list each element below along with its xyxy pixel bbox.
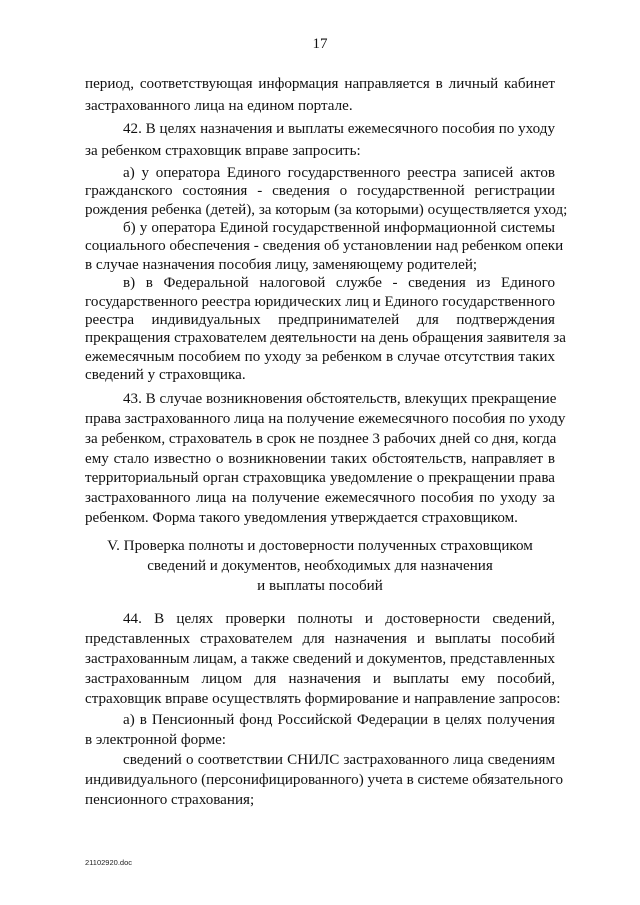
body-line: представленных страхователем для назначения и выплаты пособий — [85, 631, 555, 647]
body-line: в случае назначения пособия лицу, заменяющему родителей; — [85, 257, 478, 273]
body-line: за ребенком страховщик вправе запросить: — [85, 143, 361, 159]
section-heading-line: и выплаты пособий — [257, 578, 383, 594]
body-line: государственного реестра юридических лиц и Единого государственного — [85, 294, 556, 310]
section-heading-line: V. Проверка полноты и достоверности полученных страховщиком — [107, 538, 533, 554]
body-line: права застрахованного лица на получение ежемесячного пособия по уходу — [85, 411, 566, 427]
body-line: 44. В целях проверки полноты и достоверности сведений, — [123, 611, 555, 627]
body-line: застрахованного лица на получение ежемесячного пособия по уходу за — [85, 490, 555, 506]
body-line: ему стало известно о возникновении таких обстоятельств, направляет в — [85, 451, 555, 467]
body-line: а) у оператора Единого государственного реестра записей актов — [123, 165, 555, 181]
body-line: территориальный орган страховщика уведомление о прекращении права — [85, 470, 555, 486]
body-line: а) в Пенсионный фонд Российской Федерации в целях получения — [123, 712, 555, 728]
body-line: 42. В целях назначения и выплаты ежемесячного пособия по уходу — [123, 121, 555, 137]
body-line: в) в Федеральной налоговой службе - сведения из Единого — [123, 275, 555, 291]
section-heading-line: сведений и документов, необходимых для назначения — [147, 558, 493, 574]
body-line: ребенком. Форма такого уведомления утверждается страховщиком. — [85, 510, 518, 526]
body-line: гражданского состояния - сведения о государственной регистрации — [85, 183, 555, 199]
page-number: 17 — [312, 36, 328, 52]
body-line: сведений у страховщика. — [85, 367, 246, 383]
body-line: б) у оператора Единой государственной информационной системы — [123, 220, 555, 236]
body-line: сведений о соответствии СНИЛС застрахованного лица сведениям — [123, 752, 555, 768]
body-line: за ребенком, страхователь в срок не позднее 3 рабочих дней со дня, когда — [85, 431, 557, 447]
body-line: индивидуального (персонифицированного) учета в системе обязательного — [85, 772, 564, 788]
body-line: застрахованным лицом для назначения и выплаты ему пособий, — [85, 671, 555, 687]
body-line: застрахованным лицам, а также сведений и документов, представленных — [85, 651, 555, 667]
body-line: период, соответствующая информация направляется в личный кабинет — [85, 76, 555, 92]
body-line: рождения ребенка (детей), за которым (за которыми) осуществляется уход; — [85, 202, 568, 218]
body-line: пенсионного страхования; — [85, 792, 255, 808]
body-line: ежемесячным пособием по уходу за ребенком в случае отсутствия таких — [85, 349, 555, 365]
body-line: социального обеспечения - сведения об установлении над ребенком опеки — [85, 238, 564, 254]
body-line: застрахованного лица на едином портале. — [85, 98, 353, 114]
body-line: прекращения страхователем деятельности на день обращения заявителя за — [85, 330, 566, 346]
body-line: 43. В случае возникновения обстоятельств, влекущих прекращение — [123, 391, 557, 407]
body-line: страховщик вправе осуществлять формирование и направление запросов: — [85, 691, 561, 707]
footer-filename: 21102920.doc — [85, 858, 132, 867]
body-line: реестра индивидуальных предпринимателей для подтверждения — [85, 312, 555, 328]
body-line: в электронной форме: — [85, 732, 226, 748]
